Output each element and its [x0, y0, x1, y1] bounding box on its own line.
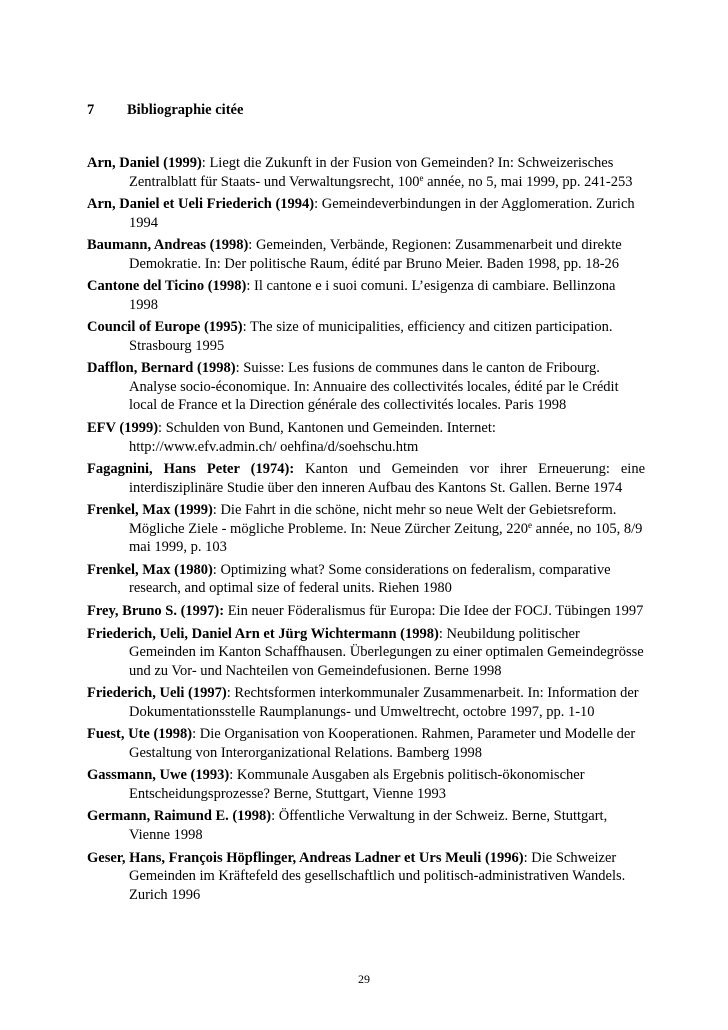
section-number: 7 [87, 102, 95, 118]
entry-text: Gemeinden, Verbände, Regionen: Zusammenarbeit und direkte Demokratie. In: Der politische Raum, édité par Bruno Meier. Baden 1998, pp. 18-26 [129, 237, 622, 272]
entry-text: Gemeindeverbindungen in der Agglomeration. Zurich 1994 [129, 196, 635, 231]
entry-text: Ein neuer Föderalismus für Europa: Die Idee der FOCJ. Tübingen 1997 [227, 602, 644, 619]
entry-author: Fuest, Ute (1998) [87, 726, 193, 743]
entry-text: The size of municipalities, efficiency and citizen participation. Strasbourg 1995 [129, 319, 613, 354]
entry-separator: : [229, 767, 237, 784]
entry-separator: : [201, 155, 210, 171]
entry-text: Kommunale Ausgaben als Ergebnis politisch-ökonomischer Entscheidungsprozesse? Berne, Stuttgart, Vienne 1993 [129, 767, 585, 802]
bibliography-entry [87, 849, 645, 905]
bibliography-entry [87, 460, 645, 497]
entry-author: EFV (1999) [87, 420, 159, 437]
entry-author: Arn, Daniel (1999) [87, 155, 202, 171]
bibliography-entry [87, 318, 645, 355]
entry-text: Optimizing what? Some considerations on federalism, comparative research, and optimal size of federal units. Riehen 1980 [129, 561, 611, 597]
entry-separator: : [235, 360, 244, 377]
entry-superscript: e [528, 519, 533, 530]
entry-author: Gassmann, Uwe (1993) [87, 767, 230, 784]
bibliography-entry [87, 725, 645, 762]
entry-text: Die Fahrt in die schöne, nicht mehr so neue Welt der Gebietsreform. Mögliche Ziele - mögliche Probleme. In: Neue Zürcher Zeitung, 220 [129, 502, 617, 537]
entry-separator: : [212, 502, 221, 519]
bibliography-list [87, 154, 645, 908]
entry-text: Öffentliche Verwaltung in der Schweiz. Berne, Stuttgart, Vienne 1998 [129, 808, 608, 843]
entry-author: Fagagnini, Hans Peter (1974): [87, 461, 295, 478]
entry-author: Council of Europe (1995) [87, 319, 243, 336]
bibliography-entry [87, 236, 645, 273]
entry-author: Geser, Hans, François Höpflinger, Andreas Ladner et Urs Meuli (1996) [87, 849, 524, 866]
entry-separator: : [438, 625, 447, 642]
entry-text: Rechtsformen interkommunaler Zusammenarbeit. In: Information der Dokumentationsstelle Raumplanungs- und Umweltrecht, octobre 1997, pp. 1-10 [129, 685, 639, 720]
entry-author: Frenkel, Max (1980) [87, 561, 213, 578]
bibliography-entry [87, 602, 645, 621]
entry-separator: : [314, 196, 322, 213]
entry-separator: : [212, 561, 221, 578]
entry-text: Suisse: Les fusions de communes dans le canton de Fribourg. Analyse socio-économique. In: Annuaire des collectivités locales, édité par le Crédit local de France et la Direction générale des collectivités locales. Paris 1998 [129, 360, 619, 414]
entry-author: Dafflon, Bernard (1998) [87, 360, 236, 377]
bibliography-entry [87, 419, 645, 456]
entry-separator: : [271, 808, 279, 825]
section-title: Bibliographie citée [127, 102, 244, 118]
entry-text: Il cantone e i suoi comuni. L’esigenza di cambiare. Bellinzona 1998 [129, 278, 616, 313]
entry-separator [294, 461, 305, 477]
bibliography-entry [87, 766, 645, 803]
entry-author: Arn, Daniel et Ueli Friederich (1994) [87, 196, 315, 213]
entry-separator: : [158, 420, 166, 437]
bibliography-entry [87, 807, 645, 844]
entry-author: Frenkel, Max (1999) [87, 502, 213, 519]
bibliography-entry [87, 561, 645, 598]
entry-author: Friederich, Ueli (1997) [87, 685, 227, 702]
entry-separator: : [248, 237, 256, 254]
page-number: 29 [358, 972, 370, 986]
entry-author: Cantone del Ticino (1998) [87, 278, 247, 295]
bibliography-entry [87, 154, 645, 191]
bibliography-entry [87, 359, 645, 415]
entry-separator: : [523, 849, 532, 866]
entry-separator: : [242, 319, 251, 336]
entry-text: Schulden von Bund, Kantonen und Gemeinden. Internet: http://www.efv.admin.ch/ oehfina/d/soehschu.htm [129, 420, 496, 455]
entry-text: Liegt die Zukunft in der Fusion von Gemeinden? In: Schweizerisches Zentralblatt für Staats- und Verwaltungsrecht, 100 [129, 155, 614, 190]
entry-separator: : [246, 278, 255, 295]
entry-separator: : [226, 685, 235, 702]
bibliography-entry [87, 684, 645, 721]
section-heading [87, 102, 243, 119]
bibliography-entry [87, 277, 645, 314]
entry-text: Die Schweizer Gemeinden im Kräftefeld des gesellschaftlich und politisch-administrativen Wandels. Zurich 1996 [129, 849, 626, 903]
entry-text-continued: année, no 5, mai 1999, pp. 241-253 [423, 173, 633, 190]
bibliography-entry [87, 195, 645, 232]
entry-text: Die Organisation von Kooperationen. Rahmen, Parameter und Modelle der Gestaltung von Interorganizational Relations. Bamberg 1998 [129, 726, 636, 761]
entry-superscript: e [419, 172, 424, 183]
entry-separator: : [192, 726, 200, 743]
entry-text-continued: année, no 105, 8/9 mai 1999, p. 103 [129, 520, 643, 556]
bibliography-entry [87, 625, 645, 681]
entry-author: Germann, Raimund E. (1998) [87, 808, 272, 825]
entry-text: Neubildung politischer Gemeinden im Kanton Schaffhausen. Überlegungen zu einer optimalen Gemeindegrösse und zu Vor- und Nachteilen von Gemeindefusionen. Berne 1998 [129, 625, 644, 679]
entry-text: Kanton und Gemeinden vor ihrer Erneuerung: eine interdisziplinäre Studie über den inneren Aufbau des Kantons St. Gallen. Berne 1974 [129, 461, 646, 496]
bibliography-entry [87, 501, 645, 557]
entry-author: Friederich, Ueli, Daniel Arn et Jürg Wichtermann (1998) [87, 625, 439, 642]
entry-author: Frey, Bruno S. (1997): [87, 602, 225, 619]
entry-author: Baumann, Andreas (1998) [87, 237, 249, 254]
